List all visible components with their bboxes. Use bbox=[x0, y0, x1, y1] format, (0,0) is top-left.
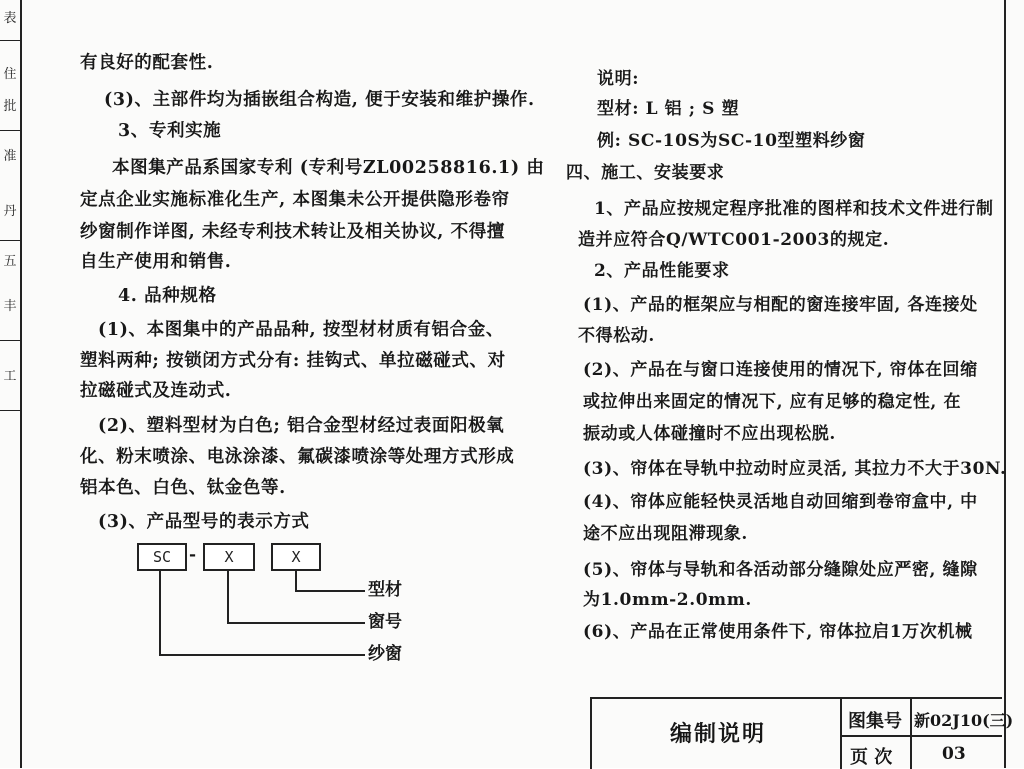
text-line: (3)、主部件均为插嵌组合构造, 便于安装和维护操作. bbox=[104, 90, 535, 110]
label-window-number: 窗号 bbox=[368, 612, 402, 632]
text-line: (6)、产品在正常使用条件下, 帘体拉启1万次机械 bbox=[583, 622, 973, 642]
code-box-material: X bbox=[271, 543, 321, 571]
text-line: 塑料两种; 按锁闭方式分有: 挂钩式、单拉磁碰式、对 bbox=[80, 351, 506, 371]
strip-char: 准 bbox=[3, 149, 17, 164]
text-line: 例: SC-10S为SC-10型塑料纱窗 bbox=[597, 131, 866, 151]
title-block bbox=[590, 697, 1014, 769]
text-line: 铝本色、白色、钛金色等. bbox=[80, 478, 286, 498]
text-line: (2)、塑料型材为白色; 铝合金型材经过表面阳极氧 bbox=[98, 416, 505, 436]
strip-char: 五 bbox=[3, 254, 17, 269]
code-box-window: X bbox=[203, 543, 255, 571]
text-line: 拉磁碰式及连动式. bbox=[80, 381, 232, 401]
strip-cell bbox=[0, 130, 20, 241]
text-line: (1)、本图集中的产品品种, 按型材材质有铝合金、 bbox=[98, 320, 504, 340]
text-line: 振动或人体碰撞时不应出现松脱. bbox=[583, 424, 836, 444]
text-line: (5)、帘体与导轨和各活动部分缝隙处应严密, 缝隙 bbox=[583, 560, 978, 580]
title-block-divider bbox=[910, 699, 912, 769]
atlas-number-label: 图集号 bbox=[848, 711, 902, 732]
section-heading: 3、专利实施 bbox=[118, 121, 222, 141]
text-line: 本图集产品系国家专利 (专利号ZL00258816.1) 由 bbox=[112, 158, 545, 178]
strip-char: 工 bbox=[3, 369, 17, 384]
text-line: (1)、产品的框架应与相配的窗连接牢固, 各连接处 bbox=[583, 295, 978, 315]
text-line: 造并应符合Q/WTC001-2003的规定. bbox=[578, 230, 890, 250]
leader-line bbox=[227, 622, 365, 624]
strip-char: 表 bbox=[3, 11, 17, 26]
text-line: 自生产使用和销售. bbox=[80, 252, 232, 272]
leader-line bbox=[159, 654, 365, 656]
page-number-value: 03 bbox=[942, 744, 966, 764]
drawing-title: 编制说明 bbox=[670, 721, 767, 747]
leader-line bbox=[227, 569, 229, 623]
text-line: (4)、帘体应能轻快灵活地自动回缩到卷帘盒中, 中 bbox=[583, 492, 978, 512]
text-line: 定点企业实施标准化生产, 本图集未公开提供隐形卷帘 bbox=[80, 190, 510, 210]
text-line: 说明: bbox=[597, 69, 640, 89]
code-dash: - bbox=[189, 545, 197, 565]
text-line: 为1.0mm-2.0mm. bbox=[583, 590, 752, 610]
label-screen-window: 纱窗 bbox=[368, 644, 402, 664]
strip-char: 住 bbox=[3, 67, 17, 82]
text-line: 化、粉末喷涂、电泳涂漆、氟碳漆喷涂等处理方式形成 bbox=[80, 447, 515, 467]
text-line: 2、产品性能要求 bbox=[594, 261, 730, 281]
section-heading: 四、施工、安装要求 bbox=[566, 163, 725, 183]
text-line: 途不应出现阻滞现象. bbox=[583, 524, 748, 544]
binding-strip bbox=[0, 0, 22, 768]
text-line: 有良好的配套性. bbox=[80, 53, 214, 73]
leader-line bbox=[159, 569, 161, 655]
strip-char: 丰 bbox=[3, 299, 17, 314]
strip-cell bbox=[0, 40, 20, 131]
page-border bbox=[1004, 0, 1006, 768]
text-line: (2)、产品在与窗口连接使用的情况下, 帘体在回缩 bbox=[583, 360, 978, 380]
text-line: 不得松动. bbox=[578, 326, 655, 346]
leader-line bbox=[295, 569, 297, 591]
strip-char: 丹 bbox=[3, 204, 17, 219]
atlas-number-value: 新02J10(三) bbox=[914, 711, 1014, 730]
section-heading: 4. 品种规格 bbox=[118, 286, 217, 306]
code-box-sc: SC bbox=[137, 543, 187, 571]
text-line: (3)、帘体在导轨中拉动时应灵活, 其拉力不大于30N. bbox=[583, 459, 1007, 479]
text-line: (3)、产品型号的表示方式 bbox=[98, 512, 310, 532]
text-line: 纱窗制作详图, 未经专利技术转让及相关协议, 不得擅 bbox=[80, 222, 505, 242]
text-line: 或拉伸出来固定的情况下, 应有足够的稳定性, 在 bbox=[583, 392, 962, 412]
title-block-divider bbox=[840, 699, 842, 769]
text-line: 1、产品应按规定程序批准的图样和技术文件进行制 bbox=[594, 199, 994, 219]
text-line: 型材: L 铝 ; S 塑 bbox=[597, 99, 740, 119]
title-block-divider bbox=[840, 735, 1002, 737]
strip-char: 批 bbox=[3, 99, 17, 114]
leader-line bbox=[295, 590, 365, 592]
label-material: 型材 bbox=[368, 580, 402, 600]
page-number-label: 页 次 bbox=[850, 747, 893, 768]
